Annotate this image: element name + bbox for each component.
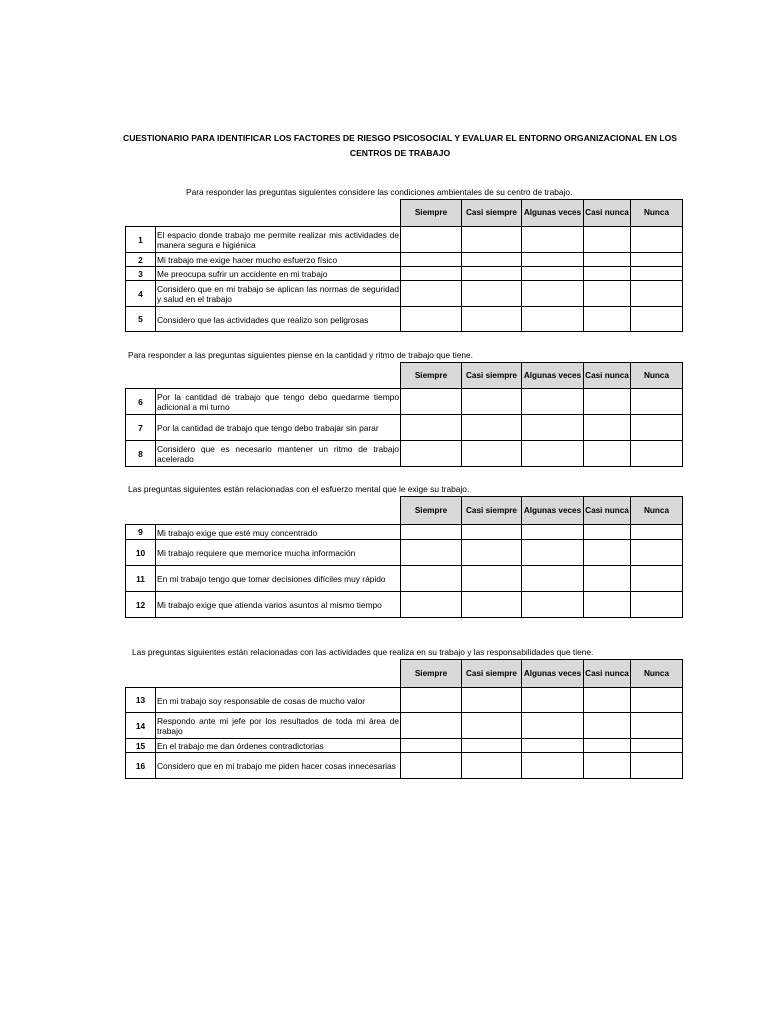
answer-cell-siempre[interactable] — [401, 307, 462, 332]
question-row — [126, 540, 683, 566]
answer-cell-nunca[interactable] — [631, 566, 683, 592]
option-header-casi-siempre: Casi siempre — [462, 497, 522, 525]
answer-cell-nunca[interactable] — [631, 267, 683, 281]
question-number: 1 — [126, 227, 156, 253]
question-row — [126, 739, 683, 753]
questions-table-4 — [125, 659, 683, 779]
question-text: En mi trabajo soy responsable de cosas de mucho valor — [156, 688, 401, 713]
answer-cell-siempre[interactable] — [401, 566, 462, 592]
answer-cell-casi-siempre[interactable] — [462, 307, 522, 332]
answer-cell-siempre[interactable] — [401, 540, 462, 566]
answer-cell-casi-nunca[interactable] — [584, 281, 631, 307]
question-text: Considero que es necesario mantener un ritmo de trabajo acelerado — [156, 441, 401, 467]
answer-cell-nunca[interactable] — [631, 525, 683, 540]
answer-cell-siempre[interactable] — [401, 267, 462, 281]
answer-cell-casi-nunca[interactable] — [584, 592, 631, 618]
answer-cell-siempre[interactable] — [401, 389, 462, 415]
answer-cell-casi-siempre[interactable] — [462, 227, 522, 253]
answer-cell-siempre[interactable] — [401, 441, 462, 467]
option-header-casi-nunca: Casi nunca — [584, 497, 631, 525]
question-text: En el trabajo me dan órdenes contradictorias — [156, 739, 401, 753]
question-text: Considero que en mi trabajo me piden hacer cosas innecesarias — [156, 753, 401, 779]
question-number: 5 — [126, 307, 156, 332]
question-number: 3 — [126, 267, 156, 281]
answer-cell-siempre[interactable] — [401, 253, 462, 267]
answer-cell-casi-siempre[interactable] — [462, 253, 522, 267]
question-text: Por la cantidad de trabajo que tengo debo trabajar sin parar — [156, 415, 401, 441]
question-row — [126, 415, 683, 441]
question-number: 13 — [126, 688, 156, 713]
answer-cell-siempre[interactable] — [401, 227, 462, 253]
answer-cell-algunas-veces[interactable] — [522, 753, 584, 779]
answer-cell-casi-nunca[interactable] — [584, 441, 631, 467]
answer-cell-casi-siempre[interactable] — [462, 281, 522, 307]
answer-cell-nunca[interactable] — [631, 281, 683, 307]
question-row — [126, 753, 683, 779]
answer-cell-siempre[interactable] — [401, 713, 462, 739]
answer-cell-casi-siempre[interactable] — [462, 566, 522, 592]
answer-cell-casi-nunca[interactable] — [584, 307, 631, 332]
question-text: Mi trabajo requiere que memorice mucha información — [156, 540, 401, 566]
answer-cell-siempre[interactable] — [401, 592, 462, 618]
option-header-casi-siempre: Casi siempre — [462, 363, 522, 389]
answer-cell-casi-siempre[interactable] — [462, 753, 522, 779]
question-row — [126, 713, 683, 739]
section-intro-2: Para responder a las preguntas siguientes piense en la cantidad y ritmo de trabajo que tiene. — [128, 350, 473, 360]
question-row — [126, 592, 683, 618]
question-row — [126, 253, 683, 267]
option-header-casi-siempre: Casi siempre — [462, 660, 522, 688]
question-number: 6 — [126, 389, 156, 415]
option-header-casi-nunca: Casi nunca — [584, 363, 631, 389]
answer-cell-casi-nunca[interactable] — [584, 566, 631, 592]
answer-cell-nunca[interactable] — [631, 592, 683, 618]
answer-cell-casi-siempre[interactable] — [462, 267, 522, 281]
answer-cell-siempre[interactable] — [401, 525, 462, 540]
section-intro-1: Para responder las preguntas siguientes considere las condiciones ambientales de su centro de trabajo. — [186, 187, 573, 197]
question-text: Mi trabajo exige que atienda varios asuntos al mismo tiempo — [156, 592, 401, 618]
option-header-nunca: Nunca — [631, 660, 683, 688]
answer-cell-casi-siempre[interactable] — [462, 540, 522, 566]
answer-cell-siempre[interactable] — [401, 753, 462, 779]
answer-cell-casi-siempre[interactable] — [462, 592, 522, 618]
option-header-algunas-veces: Algunas veces — [522, 200, 584, 227]
option-header-casi-nunca: Casi nunca — [584, 660, 631, 688]
question-number: 15 — [126, 739, 156, 753]
answer-cell-casi-nunca[interactable] — [584, 267, 631, 281]
option-header-siempre: Siempre — [401, 363, 462, 389]
answer-cell-casi-nunca[interactable] — [584, 525, 631, 540]
answer-cell-casi-nunca[interactable] — [584, 713, 631, 739]
answer-cell-casi-nunca[interactable] — [584, 753, 631, 779]
answer-cell-nunca[interactable] — [631, 739, 683, 753]
answer-cell-nunca[interactable] — [631, 389, 683, 415]
answer-cell-casi-siempre[interactable] — [462, 441, 522, 467]
answer-cell-nunca[interactable] — [631, 753, 683, 779]
answer-cell-nunca[interactable] — [631, 227, 683, 253]
answer-cell-casi-nunca[interactable] — [584, 739, 631, 753]
answer-cell-algunas-veces[interactable] — [522, 592, 584, 618]
answer-cell-siempre[interactable] — [401, 739, 462, 753]
question-text: Me preocupa sufrir un accidente en mi trabajo — [156, 267, 401, 281]
question-row — [126, 441, 683, 467]
answer-cell-casi-nunca[interactable] — [584, 540, 631, 566]
option-header-nunca: Nunca — [631, 200, 683, 227]
question-row — [126, 389, 683, 415]
option-header-algunas-veces: Algunas veces — [522, 497, 584, 525]
answer-cell-algunas-veces[interactable] — [522, 525, 584, 540]
question-text: Mi trabajo me exige hacer mucho esfuerzo físico — [156, 253, 401, 267]
answer-cell-nunca[interactable] — [631, 415, 683, 441]
option-header-siempre: Siempre — [401, 200, 462, 227]
question-text: Por la cantidad de trabajo que tengo debo quedarme tiempo adicional a mi turno — [156, 389, 401, 415]
question-number: 7 — [126, 415, 156, 441]
answer-cell-casi-nunca[interactable] — [584, 389, 631, 415]
answer-cell-casi-siempre[interactable] — [462, 415, 522, 441]
question-number: 4 — [126, 281, 156, 307]
answer-cell-algunas-veces[interactable] — [522, 389, 584, 415]
answer-cell-casi-nunca[interactable] — [584, 415, 631, 441]
question-number: 16 — [126, 753, 156, 779]
answer-cell-nunca[interactable] — [631, 540, 683, 566]
answer-cell-algunas-veces[interactable] — [522, 441, 584, 467]
question-text: Mi trabajo exige que esté muy concentrado — [156, 525, 401, 540]
question-number: 14 — [126, 713, 156, 739]
answer-cell-nunca[interactable] — [631, 713, 683, 739]
option-header-casi-siempre: Casi siempre — [462, 200, 522, 227]
option-header-nunca: Nunca — [631, 497, 683, 525]
answer-cell-nunca[interactable] — [631, 441, 683, 467]
answer-cell-algunas-veces[interactable] — [522, 739, 584, 753]
question-row — [126, 566, 683, 592]
question-number: 9 — [126, 525, 156, 540]
answer-cell-algunas-veces[interactable] — [522, 713, 584, 739]
question-row — [126, 688, 683, 713]
answer-cell-algunas-veces[interactable] — [522, 540, 584, 566]
answer-cell-siempre[interactable] — [401, 415, 462, 441]
answer-cell-casi-siempre[interactable] — [462, 525, 522, 540]
section-intro-3: Las preguntas siguientes están relacionadas con el esfuerzo mental que le exige su trabajo. — [128, 484, 470, 494]
option-header-algunas-veces: Algunas veces — [522, 363, 584, 389]
question-text: El espacio donde trabajo me permite realizar mis actividades de manera segura e higiénica — [156, 227, 401, 253]
answer-cell-siempre[interactable] — [401, 281, 462, 307]
answer-cell-algunas-veces[interactable] — [522, 688, 584, 713]
question-number: 2 — [126, 253, 156, 267]
option-header-algunas-veces: Algunas veces — [522, 660, 584, 688]
answer-cell-casi-nunca[interactable] — [584, 227, 631, 253]
answer-cell-algunas-veces[interactable] — [522, 267, 584, 281]
option-header-casi-nunca: Casi nunca — [584, 200, 631, 227]
option-header-siempre: Siempre — [401, 497, 462, 525]
question-text: Respondo ante mi jefe por los resultados de toda mi área de trabajo — [156, 713, 401, 739]
page-title: CUESTIONARIO PARA IDENTIFICAR LOS FACTORES DE RIESGO PSICOSOCIAL Y EVALUAR EL ENTORNO ORGANIZACIONAL EN LOS CENTROS DE TRABAJO — [122, 133, 678, 158]
answer-cell-casi-siempre[interactable] — [462, 713, 522, 739]
question-row — [126, 307, 683, 332]
question-row — [126, 267, 683, 281]
answer-cell-algunas-veces[interactable] — [522, 253, 584, 267]
answer-cell-casi-siempre[interactable] — [462, 389, 522, 415]
answer-cell-nunca[interactable] — [631, 253, 683, 267]
answer-cell-casi-nunca[interactable] — [584, 253, 631, 267]
question-number: 11 — [126, 566, 156, 592]
answer-cell-algunas-veces[interactable] — [522, 566, 584, 592]
answer-cell-algunas-veces[interactable] — [522, 227, 584, 253]
option-header-siempre: Siempre — [401, 660, 462, 688]
question-number: 12 — [126, 592, 156, 618]
answer-cell-nunca[interactable] — [631, 307, 683, 332]
questions-table-3 — [125, 496, 683, 618]
answer-cell-siempre[interactable] — [401, 688, 462, 713]
question-row — [126, 281, 683, 307]
questions-table-1 — [125, 199, 683, 332]
answer-cell-casi-siempre[interactable] — [462, 739, 522, 753]
question-text: Considero que en mi trabajo se aplican las normas de seguridad y salud en el trabajo — [156, 281, 401, 307]
answer-cell-algunas-veces[interactable] — [522, 281, 584, 307]
questions-table-2 — [125, 362, 683, 467]
question-text: En mi trabajo tengo que tomar decisiones difíciles muy rápido — [156, 566, 401, 592]
answer-cell-casi-nunca[interactable] — [584, 688, 631, 713]
section-intro-4: Las preguntas siguientes están relacionadas con las actividades que realiza en su trabajo y las responsabilidades que tiene. — [132, 647, 594, 657]
answer-cell-algunas-veces[interactable] — [522, 415, 584, 441]
option-header-nunca: Nunca — [631, 363, 683, 389]
question-number: 10 — [126, 540, 156, 566]
answer-cell-casi-siempre[interactable] — [462, 688, 522, 713]
question-row — [126, 227, 683, 253]
question-text: Considero que las actividades que realizo son peligrosas — [156, 307, 401, 332]
question-row — [126, 525, 683, 540]
answer-cell-algunas-veces[interactable] — [522, 307, 584, 332]
question-number: 8 — [126, 441, 156, 467]
answer-cell-nunca[interactable] — [631, 688, 683, 713]
